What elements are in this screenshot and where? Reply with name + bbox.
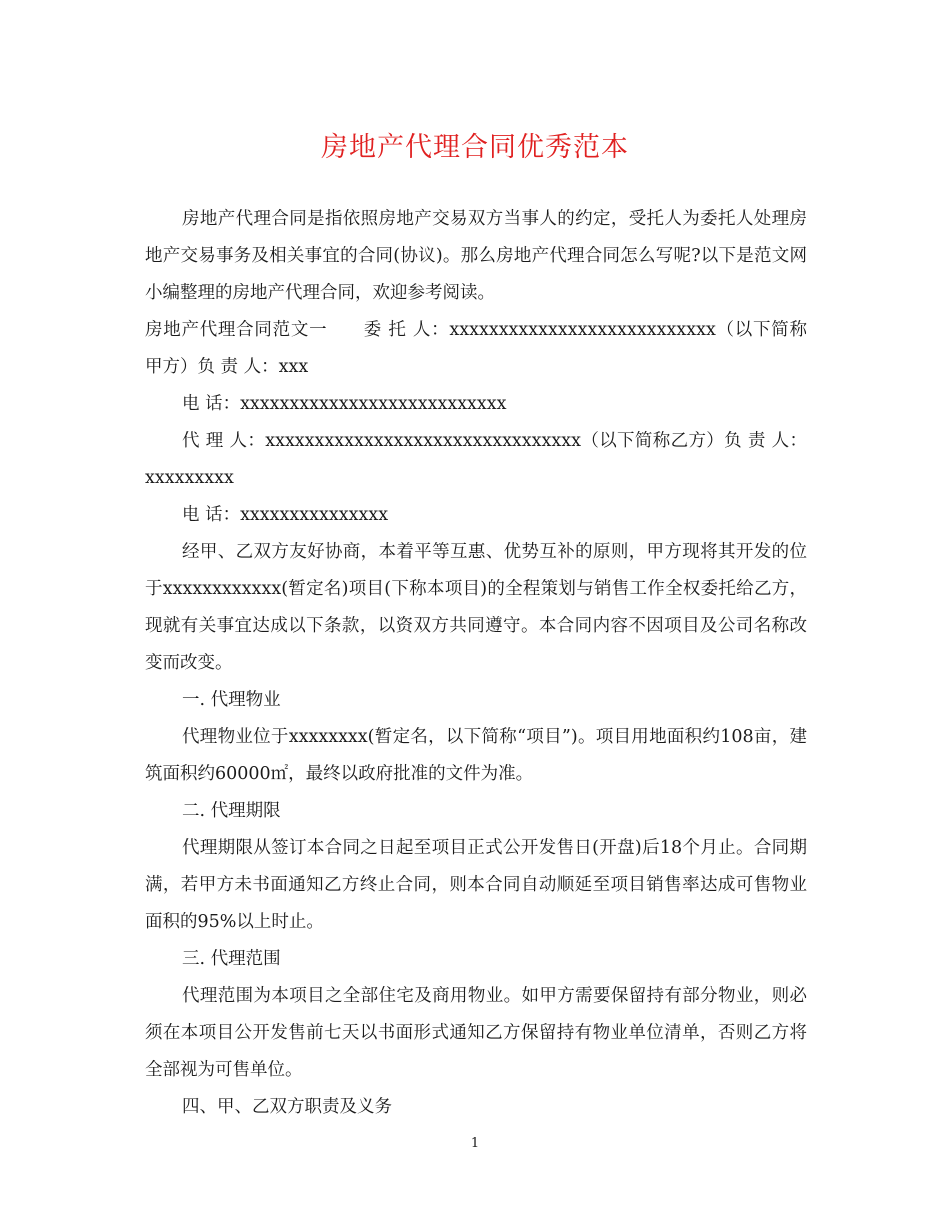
- document-title: 房地产代理合同优秀范本: [321, 132, 629, 163]
- section-heading-4: 四、甲、乙双方职责及义务: [182, 1097, 392, 1117]
- section-body-1: 代理物业位于xxxxxxxx(暂定名，以下简称“项目”)。项目用地面积约108亩，建筑面积约60000㎡，最终以政府批准的文件为准。: [145, 727, 807, 784]
- section-heading-3: 三. 代理范围: [182, 949, 281, 969]
- principal-paragraph: 房地产代理合同范文一 委 托 人：xxxxxxxxxxxxxxxxxxxxxxxxxxx（以下简称甲方）负 责 人：xxx: [145, 320, 807, 377]
- agent-paragraph: 代 理 人：xxxxxxxxxxxxxxxxxxxxxxxxxxxxxxxx（以下简称乙方）负 责 人：xxxxxxxxx: [145, 431, 807, 488]
- page-number: 1: [470, 1136, 480, 1151]
- section-body-3: 代理范围为本项目之全部住宅及商用物业。如甲方需要保留持有部分物业，则必须在本项目公开发售前七天以书面形式通知乙方保留持有物业单位清单，否则乙方将全部视为可售单位。: [145, 986, 807, 1080]
- document-body: [145, 201, 807, 1126]
- section-body-2: 代理期限从签订本合同之日起至项目正式公开发售日(开盘)后18个月止。合同期满，若甲方未书面通知乙方终止合同，则本合同自动顺延至项目销售率达成可售物业面积的95%以上时止。: [145, 838, 807, 932]
- principal-phone: 电 话：xxxxxxxxxxxxxxxxxxxxxxxxxxx: [182, 394, 507, 414]
- section-heading-1: 一. 代理物业: [182, 690, 281, 710]
- agreement-paragraph: 经甲、乙双方友好协商，本着平等互惠、优势互补的原则，甲方现将其开发的位于xxxxxxxxxxxx(暂定名)项目(下称本项目)的全程策划与销售工作全权委托给乙方，现就有关事宜达成以下条款，以资双方共同遵守。本合同内容不因项目及公司名称改变而改变。: [145, 542, 807, 673]
- agent-phone: 电 话：xxxxxxxxxxxxxxx: [182, 505, 389, 525]
- intro-paragraph: 房地产代理合同是指依照房地产交易双方当事人的约定，受托人为委托人处理房地产交易事务及相关事宜的合同(协议)。那么房地产代理合同怎么写呢?以下是范文网小编整理的房地产代理合同，欢迎参考阅读。: [145, 209, 807, 303]
- section-heading-2: 二. 代理期限: [182, 801, 281, 821]
